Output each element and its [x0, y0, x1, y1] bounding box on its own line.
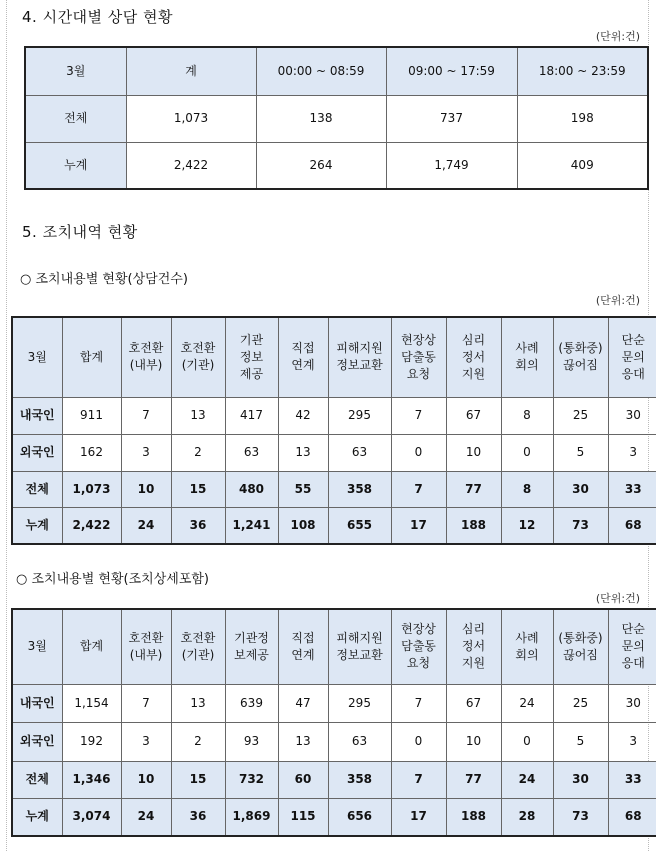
header-cell: 현장상 담출동 요청 [391, 609, 446, 684]
table-cell: 63 [328, 434, 391, 471]
table-cell: 47 [278, 684, 328, 722]
header-cell: 3월 [12, 609, 62, 684]
header-cell: 호전환 (기관) [171, 317, 225, 397]
header-cell: 직접 연계 [278, 609, 328, 684]
table-cell: 8 [501, 471, 553, 507]
table-cell: 7 [391, 397, 446, 434]
action-table-counseling [11, 316, 656, 545]
table-cell: 358 [328, 761, 391, 798]
table-cell: 192 [62, 722, 121, 761]
table-cell: 42 [278, 397, 328, 434]
table-cell: 10 [121, 471, 171, 507]
header-cell: 사례 회의 [501, 317, 553, 397]
action-table-detailed [11, 608, 656, 837]
header-cell: 직접 연계 [278, 317, 328, 397]
table-cell: 15 [171, 471, 225, 507]
table-cell: 0 [391, 434, 446, 471]
table-cell: 409 [517, 142, 648, 189]
table-cell: 162 [62, 434, 121, 471]
table-cell: 5 [553, 722, 608, 761]
table-cell: 25 [553, 397, 608, 434]
table-row [12, 798, 656, 836]
table-cell: 10 [446, 722, 501, 761]
section-5-title: 5. 조치내역 현황 [22, 223, 138, 241]
table-cell: 1,154 [62, 684, 121, 722]
section-4-unit: (단위:건) [595, 30, 640, 43]
row-label: 전체 [12, 761, 62, 798]
header-cell: 기관정 보제공 [225, 609, 278, 684]
table-cell: 639 [225, 684, 278, 722]
table-cell: 24 [501, 684, 553, 722]
table-cell: 15 [171, 761, 225, 798]
header-cell: 계 [126, 47, 256, 95]
table-cell: 7 [391, 761, 446, 798]
table-cell: 10 [121, 761, 171, 798]
row-label: 누계 [12, 507, 62, 544]
table-cell: 24 [501, 761, 553, 798]
table-a-subtitle: ○ 조치내용별 현황(상담건수) [20, 272, 188, 287]
table-cell: 2 [171, 722, 225, 761]
table-row [12, 684, 656, 722]
table-cell: 295 [328, 684, 391, 722]
header-cell: 심리 정서 지원 [446, 317, 501, 397]
table-row [25, 95, 648, 142]
table-cell: 0 [391, 722, 446, 761]
header-cell: 합계 [62, 609, 121, 684]
table-cell: 13 [171, 397, 225, 434]
table-cell: 13 [171, 684, 225, 722]
table-cell: 36 [171, 507, 225, 544]
table-cell: 13 [278, 434, 328, 471]
table-cell: 12 [501, 507, 553, 544]
table-cell: 2,422 [126, 142, 256, 189]
table-cell: 67 [446, 684, 501, 722]
table-cell: 17 [391, 798, 446, 836]
row-label: 누계 [25, 142, 126, 189]
table-cell: 655 [328, 507, 391, 544]
table-cell: 63 [225, 434, 278, 471]
table-row [12, 761, 656, 798]
table-row [12, 434, 656, 471]
table-cell: 7 [391, 684, 446, 722]
table-cell: 5 [553, 434, 608, 471]
header-cell: 피해지원 정보교환 [328, 609, 391, 684]
header-cell: 호전환 (내부) [121, 609, 171, 684]
table-cell: 67 [446, 397, 501, 434]
table-cell: 77 [446, 471, 501, 507]
row-label: 외국인 [12, 434, 62, 471]
header-cell: 합계 [62, 317, 121, 397]
table-b-unit: (단위:건) [595, 592, 640, 605]
table-row [12, 397, 656, 434]
header-cell: 단순 문의 응대 [608, 317, 656, 397]
page-guide-left [6, 0, 7, 851]
table-a-unit: (단위:건) [595, 294, 640, 307]
row-label: 전체 [12, 471, 62, 507]
table-cell: 77 [446, 761, 501, 798]
table-cell: 108 [278, 507, 328, 544]
table-cell: 3 [608, 722, 656, 761]
header-cell: 사례 회의 [501, 609, 553, 684]
table-cell: 7 [391, 471, 446, 507]
table-cell: 24 [121, 507, 171, 544]
table-cell: 30 [608, 397, 656, 434]
header-cell: 3월 [25, 47, 126, 95]
header-cell: (통화중) 끊어짐 [553, 609, 608, 684]
row-label: 내국인 [12, 397, 62, 434]
table-row [12, 507, 656, 544]
table-cell: 30 [553, 471, 608, 507]
header-cell: 3월 [12, 317, 62, 397]
header-cell: 09:00 ~ 17:59 [386, 47, 517, 95]
time-slot-table [24, 46, 649, 190]
row-label: 내국인 [12, 684, 62, 722]
table-cell: 1,346 [62, 761, 121, 798]
table-cell: 2 [171, 434, 225, 471]
row-label: 외국인 [12, 722, 62, 761]
table-cell: 295 [328, 397, 391, 434]
table-cell: 63 [328, 722, 391, 761]
header-cell: 피해지원 정보교환 [328, 317, 391, 397]
header-cell: 현장상 담출동 요청 [391, 317, 446, 397]
table-cell: 188 [446, 798, 501, 836]
table-cell: 0 [501, 722, 553, 761]
header-cell: 호전환 (기관) [171, 609, 225, 684]
table-b-subtitle: ○ 조치내용별 현황(조치상세포함) [16, 572, 210, 587]
table-row [12, 722, 656, 761]
header-cell: 단순 문의 응대 [608, 609, 656, 684]
table-cell: 358 [328, 471, 391, 507]
section-4-title: 4. 시간대별 상담 현황 [22, 8, 174, 26]
table-cell: 732 [225, 761, 278, 798]
table-cell: 8 [501, 397, 553, 434]
table-cell: 138 [256, 95, 386, 142]
table-cell: 198 [517, 95, 648, 142]
table-cell: 417 [225, 397, 278, 434]
table-cell: 36 [171, 798, 225, 836]
table-cell: 1,869 [225, 798, 278, 836]
table-cell: 1,241 [225, 507, 278, 544]
table-cell: 73 [553, 798, 608, 836]
table-cell: 264 [256, 142, 386, 189]
table-cell: 1,073 [126, 95, 256, 142]
table-cell: 33 [608, 761, 656, 798]
header-cell: 18:00 ~ 23:59 [517, 47, 648, 95]
row-label: 누계 [12, 798, 62, 836]
table-cell: 115 [278, 798, 328, 836]
table-cell: 24 [121, 798, 171, 836]
table-cell: 25 [553, 684, 608, 722]
table-cell: 73 [553, 507, 608, 544]
table-cell: 0 [501, 434, 553, 471]
table-cell: 188 [446, 507, 501, 544]
table-cell: 7 [121, 684, 171, 722]
table-row [12, 471, 656, 507]
table-row [25, 142, 648, 189]
table-cell: 911 [62, 397, 121, 434]
table-cell: 3 [121, 434, 171, 471]
table-cell: 13 [278, 722, 328, 761]
table-cell: 1,073 [62, 471, 121, 507]
table-cell: 30 [553, 761, 608, 798]
table-cell: 737 [386, 95, 517, 142]
header-cell: (통화중) 끊어짐 [553, 317, 608, 397]
table-cell: 480 [225, 471, 278, 507]
table-cell: 656 [328, 798, 391, 836]
header-cell: 심리 정서 지원 [446, 609, 501, 684]
header-cell: 기관 정보 제공 [225, 317, 278, 397]
table-cell: 33 [608, 471, 656, 507]
header-cell: 00:00 ~ 08:59 [256, 47, 386, 95]
table-cell: 3 [608, 434, 656, 471]
table-cell: 7 [121, 397, 171, 434]
table-cell: 60 [278, 761, 328, 798]
table-header-row [12, 609, 656, 684]
table-cell: 68 [608, 507, 656, 544]
table-cell: 28 [501, 798, 553, 836]
row-label: 전체 [25, 95, 126, 142]
table-cell: 93 [225, 722, 278, 761]
table-cell: 3 [121, 722, 171, 761]
table-cell: 10 [446, 434, 501, 471]
table-cell: 1,749 [386, 142, 517, 189]
table-cell: 68 [608, 798, 656, 836]
table-header-row [12, 317, 656, 397]
table-cell: 55 [278, 471, 328, 507]
table-cell: 30 [608, 684, 656, 722]
header-cell: 호전환 (내부) [121, 317, 171, 397]
table-cell: 3,074 [62, 798, 121, 836]
table-header-row [25, 47, 648, 95]
table-cell: 17 [391, 507, 446, 544]
table-cell: 2,422 [62, 507, 121, 544]
